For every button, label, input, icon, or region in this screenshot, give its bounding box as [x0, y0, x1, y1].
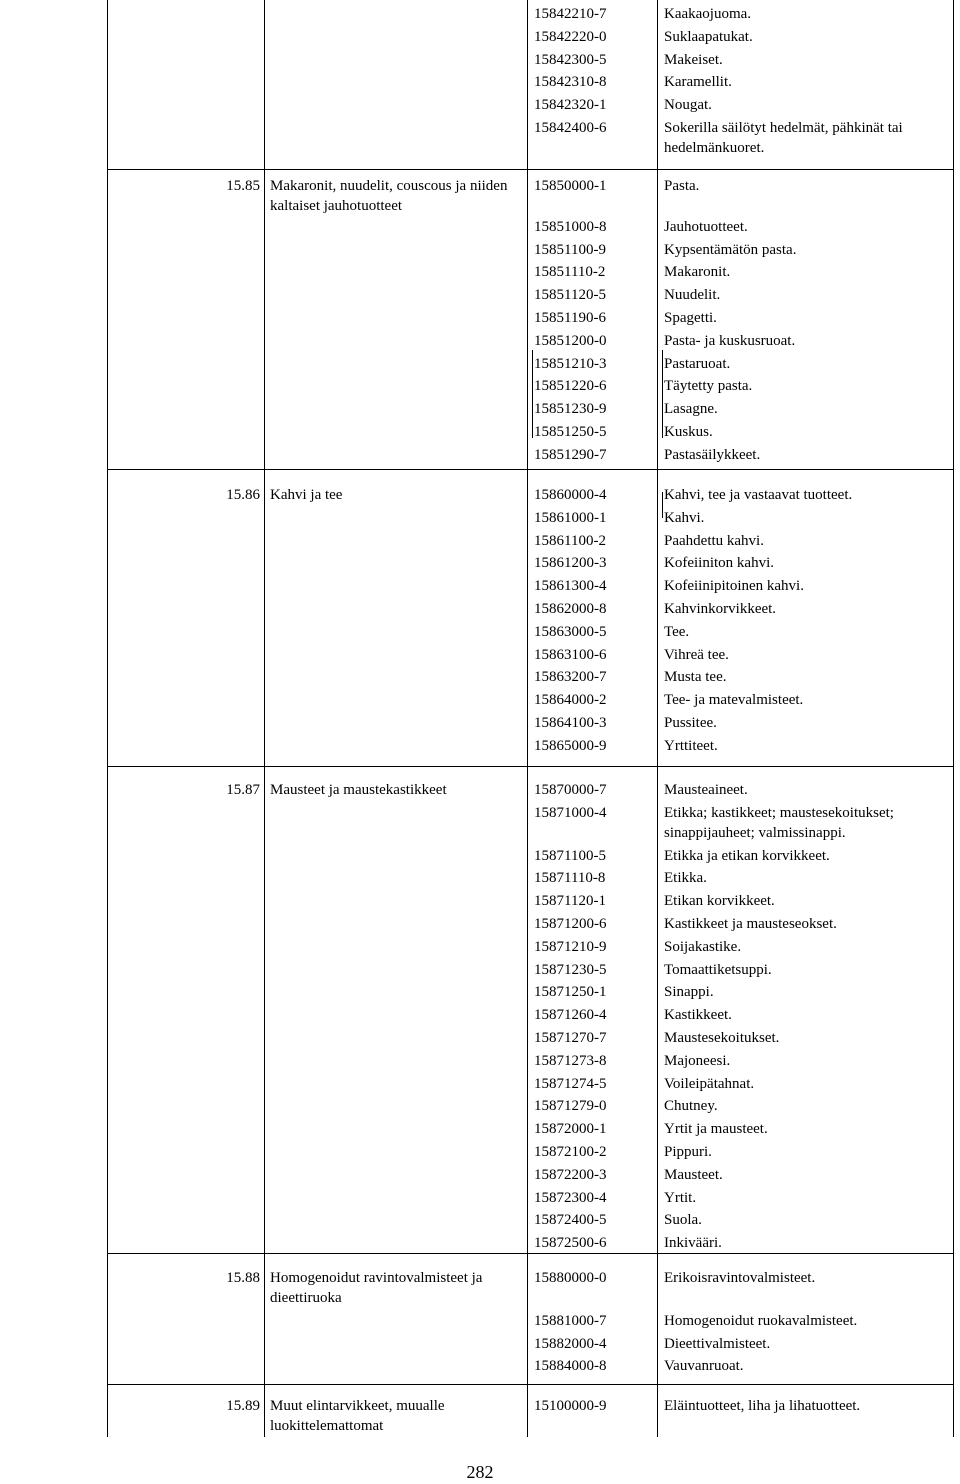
- cpv-code: 15851190-6: [534, 310, 606, 326]
- cpv-code: 15851100-9: [534, 241, 606, 258]
- cpv-description: Musta tee.: [664, 669, 727, 686]
- cpv-description: Homogenoidut ruokavalmisteet.: [664, 1312, 858, 1329]
- cpv-code: 15880000-0: [534, 1270, 607, 1286]
- cpv-code: 15860000-4: [534, 487, 607, 503]
- cpv-code: 15863100-6: [534, 646, 607, 663]
- cpv-description: Kofeiiniton kahvi.: [664, 555, 774, 572]
- cpv-code: 15864000-2: [534, 692, 607, 709]
- cpv-code: 15871000-4: [534, 804, 607, 821]
- section-number: 15.85: [226, 178, 260, 194]
- cell-edge: [662, 492, 663, 518]
- cpv-code: 15882000-4: [534, 1335, 607, 1352]
- cpv-description: Nougat.: [664, 97, 712, 114]
- cpv-code: 15872500-6: [534, 1235, 607, 1252]
- cpv-description: Chutney.: [664, 1098, 718, 1115]
- table-rule-section: [264, 0, 265, 1437]
- cpv-code: 15851110-2: [534, 264, 606, 281]
- cpv-description: Tee.: [664, 623, 690, 640]
- cpv-code: 15851290-7: [534, 446, 607, 463]
- cpv-code: 15842220-0: [534, 28, 607, 45]
- page-number: 282: [466, 1462, 494, 1482]
- cpv-code: 15871200-6: [534, 916, 607, 932]
- cpv-description: Etikka.: [664, 870, 707, 887]
- cpv-description: Mausteaineet.: [664, 782, 748, 798]
- table-rule-left: [107, 0, 108, 1437]
- cpv-description: Tomaattiketsuppi.: [664, 961, 772, 978]
- cpv-code: 15863200-7: [534, 669, 607, 686]
- cpv-code: 15862000-8: [534, 601, 607, 617]
- cpv-description: Pussitee.: [664, 715, 717, 731]
- cpv-description: Pastaruoat.: [664, 355, 731, 372]
- section-title: Homogenoidut ravintovalmisteet ja dieettiruoka: [270, 1270, 483, 1306]
- cpv-code: 15872400-5: [534, 1212, 607, 1229]
- cpv-description: Täytetty pasta.: [664, 378, 753, 395]
- cpv-description: Sokerilla säilötyt hedelmät, pähkinät tai hedelmänkuoret.: [664, 120, 903, 156]
- cpv-code: 15850000-1: [534, 178, 607, 194]
- cpv-code: 15872300-4: [534, 1189, 607, 1206]
- cpv-code: 15100000-9: [534, 1398, 607, 1414]
- cell-edge: [532, 350, 533, 438]
- cpv-description: Tee- ja matevalmisteet.: [664, 692, 804, 709]
- cpv-code: 15884000-8: [534, 1358, 607, 1375]
- cpv-description: Yrtit ja mausteet.: [664, 1121, 768, 1138]
- section-divider: [107, 1384, 954, 1385]
- cpv-description: Erikoisravintovalmisteet.: [664, 1270, 816, 1286]
- table-rule-code: [657, 0, 658, 1437]
- table-rule-right: [953, 0, 954, 1437]
- cpv-description: Lasagne.: [664, 401, 718, 418]
- cpv-code: 15871250-1: [534, 984, 607, 1001]
- cpv-code: 15870000-7: [534, 782, 607, 798]
- cpv-code: 15872200-3: [534, 1166, 607, 1183]
- cpv-code: 15851220-6: [534, 378, 607, 395]
- cpv-code: 15861200-3: [534, 555, 607, 572]
- section-divider: [107, 766, 954, 767]
- section-title: Muut elintarvikkeet, muualle luokittelemattomat: [270, 1398, 445, 1434]
- cpv-description: Eläintuotteet, liha ja lihatuotteet.: [664, 1398, 861, 1414]
- cpv-code: 15851120-5: [534, 287, 606, 304]
- cpv-description: Karamellit.: [664, 74, 732, 91]
- cpv-description: Suklaapatukat.: [664, 28, 753, 45]
- cpv-description: Dieettivalmisteet.: [664, 1335, 771, 1352]
- cpv-code: 15881000-7: [534, 1312, 607, 1329]
- cpv-description: Mausteet.: [664, 1166, 723, 1183]
- cpv-description: Kaakaojuoma.: [664, 6, 752, 22]
- cpv-description: Kahvi.: [664, 509, 705, 526]
- cpv-code: 15871230-5: [534, 961, 607, 978]
- cpv-code: 15842210-7: [534, 6, 607, 22]
- section-divider: [107, 169, 954, 170]
- cpv-description: Pippuri.: [664, 1144, 712, 1160]
- cpv-code: 15871120-1: [534, 893, 606, 910]
- cpv-code: 15872000-1: [534, 1121, 607, 1138]
- cpv-code: 15861100-2: [534, 532, 606, 549]
- cpv-description: Paahdettu kahvi.: [664, 532, 764, 549]
- cell-edge: [662, 350, 663, 438]
- section-title: Mausteet ja maustekastikkeet: [270, 782, 447, 798]
- section-divider: [107, 469, 954, 470]
- cpv-code: 15864100-3: [534, 715, 607, 731]
- cpv-description: Kypsentämätön pasta.: [664, 241, 797, 258]
- cpv-description: Kastikkeet.: [664, 1007, 732, 1024]
- section-number: 15.87: [226, 782, 260, 798]
- cpv-code: 15851210-3: [534, 355, 607, 372]
- cpv-description: Etikka; kastikkeet; maustesekoitukset; sinappijauheet; valmissinappi.: [664, 804, 894, 841]
- cpv-description: Vihreä tee.: [664, 646, 729, 663]
- cpv-description: Soijakastike.: [664, 938, 742, 955]
- cpv-code: 15865000-9: [534, 737, 607, 754]
- cpv-description: Pasta.: [664, 178, 700, 194]
- section-number: 15.89: [226, 1398, 260, 1414]
- cpv-code: 15863000-5: [534, 623, 607, 640]
- section-title: Kahvi ja tee: [270, 487, 343, 503]
- cpv-description: Nuudelit.: [664, 287, 721, 304]
- cpv-code: 15871100-5: [534, 847, 606, 864]
- cpv-description: Voileipätahnat.: [664, 1075, 755, 1092]
- cpv-description: Makaronit.: [664, 264, 731, 281]
- cpv-code: 15851250-5: [534, 424, 607, 440]
- cpv-description: Etikan korvikkeet.: [664, 893, 775, 910]
- cpv-code: 15842300-5: [534, 51, 607, 68]
- cpv-description: Vauvanruoat.: [664, 1358, 744, 1375]
- cpv-description: Yrtit.: [664, 1189, 697, 1206]
- cpv-description: Kastikkeet ja mausteseokset.: [664, 916, 837, 932]
- cpv-code: 15851200-0: [534, 332, 607, 349]
- cpv-code: 15871273-8: [534, 1052, 607, 1069]
- cpv-description: Maustesekoitukset.: [664, 1030, 780, 1046]
- cpv-code: 15842310-8: [534, 74, 607, 91]
- cpv-description: Kofeiinipitoinen kahvi.: [664, 578, 804, 595]
- cpv-code: 15861300-4: [534, 578, 607, 595]
- cpv-code: 15861000-1: [534, 509, 607, 526]
- cpv-description: Kahvi, tee ja vastaavat tuotteet.: [664, 487, 853, 503]
- table-rule-title: [527, 0, 528, 1437]
- cpv-code: 15842400-6: [534, 120, 607, 136]
- cpv-code: 15871110-8: [534, 870, 606, 887]
- cpv-code: 15872100-2: [534, 1144, 607, 1160]
- cpv-description: Makeiset.: [664, 51, 723, 68]
- cpv-description: Inkivääri.: [664, 1235, 722, 1252]
- cpv-description: Kuskus.: [664, 424, 713, 440]
- section-title: Makaronit, nuudelit, couscous ja niiden kaltaiset jauhotuotteet: [270, 178, 508, 214]
- cpv-code: 15871279-0: [534, 1098, 607, 1115]
- cpv-code: 15851000-8: [534, 218, 607, 235]
- cpv-description: Suola.: [664, 1212, 702, 1229]
- section-number: 15.86: [226, 487, 260, 503]
- cpv-code: 15851230-9: [534, 401, 607, 418]
- cpv-description: Sinappi.: [664, 984, 714, 1001]
- cpv-code: 15871270-7: [534, 1030, 607, 1046]
- cpv-code: 15871274-5: [534, 1075, 607, 1092]
- cpv-code: 15871210-9: [534, 938, 607, 955]
- cpv-code: 15871260-4: [534, 1007, 607, 1024]
- cpv-description: Jauhotuotteet.: [664, 218, 748, 235]
- cpv-description: Pastasäilykkeet.: [664, 446, 761, 463]
- cpv-code: 15842320-1: [534, 97, 607, 114]
- section-number: 15.88: [226, 1270, 260, 1286]
- cpv-description: Pasta- ja kuskusruoat.: [664, 332, 796, 349]
- cpv-description: Majoneesi.: [664, 1052, 731, 1069]
- cpv-description: Etikka ja etikan korvikkeet.: [664, 847, 830, 864]
- cpv-description: Yrttiteet.: [664, 737, 718, 754]
- cpv-description: Spagetti.: [664, 310, 717, 326]
- cpv-description: Kahvinkorvikkeet.: [664, 601, 777, 617]
